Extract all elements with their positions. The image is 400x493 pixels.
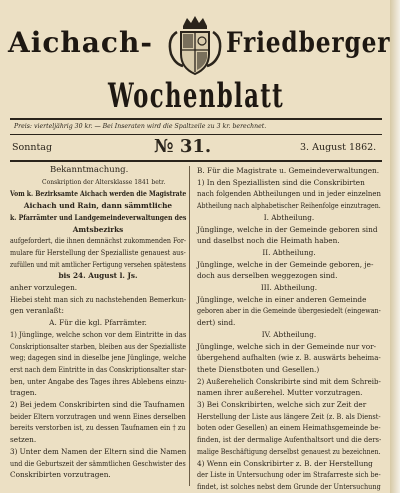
right-column-line: 3) Bei Conskribirten, welche sich zur Zeit der xyxy=(197,400,367,409)
left-column-line: Bekanntmachung. xyxy=(50,165,129,175)
right-column-line: Jünglinge, welche in einer anderen Gemeinde xyxy=(197,294,367,304)
coat-of-arms-icon xyxy=(163,14,227,78)
left-column-line: 1) Jünglinge, welche schon vor dem Eintritte in das xyxy=(10,329,187,339)
right-column-line: der Liste in Untersuchung oder im Strafarreste sich be- xyxy=(197,470,381,480)
right-column-line: boten oder Gesellen) an einem Heimathsgemeinde be- xyxy=(197,423,381,433)
right-column-line: 1) In den Speziallisten sind die Conskribirten xyxy=(197,177,365,187)
left-column-line: gen veranlaßt: xyxy=(10,306,64,316)
right-column-line: geboren aber in die Gemeinde übergesiedelt (eingewan- xyxy=(197,306,381,316)
left-column-line: 3) Unter dem Namen der Eltern sind die Namen xyxy=(10,446,187,456)
masthead-title-left: Aichach- xyxy=(8,26,153,59)
left-column-line: erst nach dem Eintritte in das Conskriptionsalter star- xyxy=(10,364,187,374)
right-column-line: findet, ist solches nebst dem Grunde der Untersuchung xyxy=(197,481,381,491)
left-column-line: Amtsbezirks xyxy=(72,224,124,234)
left-column-line: k. Pfarrämter und Landgemeindeverwaltungen des xyxy=(10,212,187,222)
right-column-line: nach folgenden Abtheilungen und in jeder einzelnen xyxy=(197,189,381,199)
right-column-line: 4) Wenn ein Conskribirter z. B. der Herstellung xyxy=(197,458,373,468)
left-column-line: setzen. xyxy=(10,435,37,445)
left-column-line: A. Für die kgl. Pfarrämter. xyxy=(49,318,147,328)
left-column-line: Conskribirten vorzutragen. xyxy=(10,470,111,480)
right-column-line: Jünglinge, welche in der Gemeinde geboren, je- xyxy=(197,259,374,269)
right-column-line: namen ihrer außerehel. Mutter vorzutragen. xyxy=(197,388,363,398)
price-rule xyxy=(10,134,382,135)
right-column-line: malige Beschäftigung derselbst genauest zu bezeichnen. xyxy=(197,446,381,456)
right-column-line: 2) Außerehelich Conskribirte sind mit dem Schreib- xyxy=(197,376,381,386)
right-column-line: B. Für die Magistrate u. Gemeindeverwaltungen. xyxy=(197,166,380,175)
left-column-line: aufgefordert, die ihnen demnächst zukommenden For- xyxy=(10,236,187,246)
right-column-line: Herstellung der Liste aus längere Zeit (z. B. als Dienst- xyxy=(197,411,381,421)
masthead-title-main: Wochenblatt xyxy=(108,76,284,116)
right-column-line: II. Abtheilung. xyxy=(262,247,316,257)
left-column-line: Aichach und Rain, dann sämmtliche xyxy=(23,201,173,211)
left-column-line: Vom k. Bezirksamte Aichach werden die Magistrate xyxy=(10,189,187,199)
left-column-line: ben, unter Angabe des Tages ihres Ablebens einzu- xyxy=(10,376,187,386)
issue-date: 3. August 1862. xyxy=(300,142,377,153)
issue-number: № 31. xyxy=(154,136,212,157)
left-column-line: Hiebei steht man sich zu nachstehenden Bemerkun- xyxy=(10,294,187,304)
left-column-line: 2) Bei jedem Conskribirten sind die Taufnamen xyxy=(10,400,185,409)
right-column-line: Abtheilung nach alphabetischer Reihenfolge einzutragen. xyxy=(197,201,381,211)
right-column-line: dert) sind. xyxy=(197,318,236,328)
left-column-line: weg; dagegen sind in dieselbe jene Jünglinge, welche xyxy=(10,353,187,363)
masthead-title-right: Friedberger xyxy=(226,26,391,59)
right-column-line: I. Abtheilung. xyxy=(263,212,315,222)
left-column-line: bis 24. August l. Js. xyxy=(58,271,138,281)
right-column-line: und daselbst noch die Heimath haben. xyxy=(197,236,340,246)
column-divider xyxy=(189,166,190,486)
left-column-line: anher vorzulegen. xyxy=(10,283,78,292)
right-column-line: übergehend aufhalten (wie z. B. auswärts beheima- xyxy=(197,353,381,363)
right-column-line: Jünglinge, welche in der Gemeinde geboren sind xyxy=(197,224,378,234)
page-edge xyxy=(390,0,400,493)
left-column-line: Conskriptionsalter starben, bleiben aus der Spezialliste xyxy=(10,341,187,351)
right-column-line: IV. Abtheilung. xyxy=(261,329,317,339)
price-line: Preis: vierteljährig 30 kr. — Bei Inseraten wird die Spaltzeile zu 3 kr. berechnet. xyxy=(14,123,267,130)
left-column-line: bereits verstorben ist, zu dessen Taufnamen ein † zu xyxy=(10,423,186,433)
left-column-line: zufüllen und mit amtlicher Fertigung versehen spätestens xyxy=(10,259,186,269)
right-column-line: III. Abtheilung. xyxy=(260,283,318,292)
right-column-line: Jünglinge, welche sich in der Gemeinde nur vor- xyxy=(197,341,377,351)
left-column-line: beider Eltern vorzutragen und wenn Eines derselben xyxy=(10,411,186,421)
right-column-line: finden, ist der dermalige Aufenthaltsort und die ders- xyxy=(197,435,382,445)
left-column-line: und die Geburtszeit der sämmtlichen Geschwister des xyxy=(10,458,186,468)
right-column-line: doch aus derselben weggezogen sind. xyxy=(197,271,338,281)
right-column-line: thete Dienstboten und Gesellen.) xyxy=(197,364,320,374)
header-rule xyxy=(10,160,382,162)
issue-day: Sonntag xyxy=(12,142,53,153)
left-column-line: Conskription der Altersklasse 1841 betr. xyxy=(42,178,166,186)
left-column-line: tragen. xyxy=(10,388,37,398)
left-column-line: mulare für Herstellung der Spezialliste genauest aus- xyxy=(10,247,186,257)
top-rule xyxy=(10,118,382,120)
